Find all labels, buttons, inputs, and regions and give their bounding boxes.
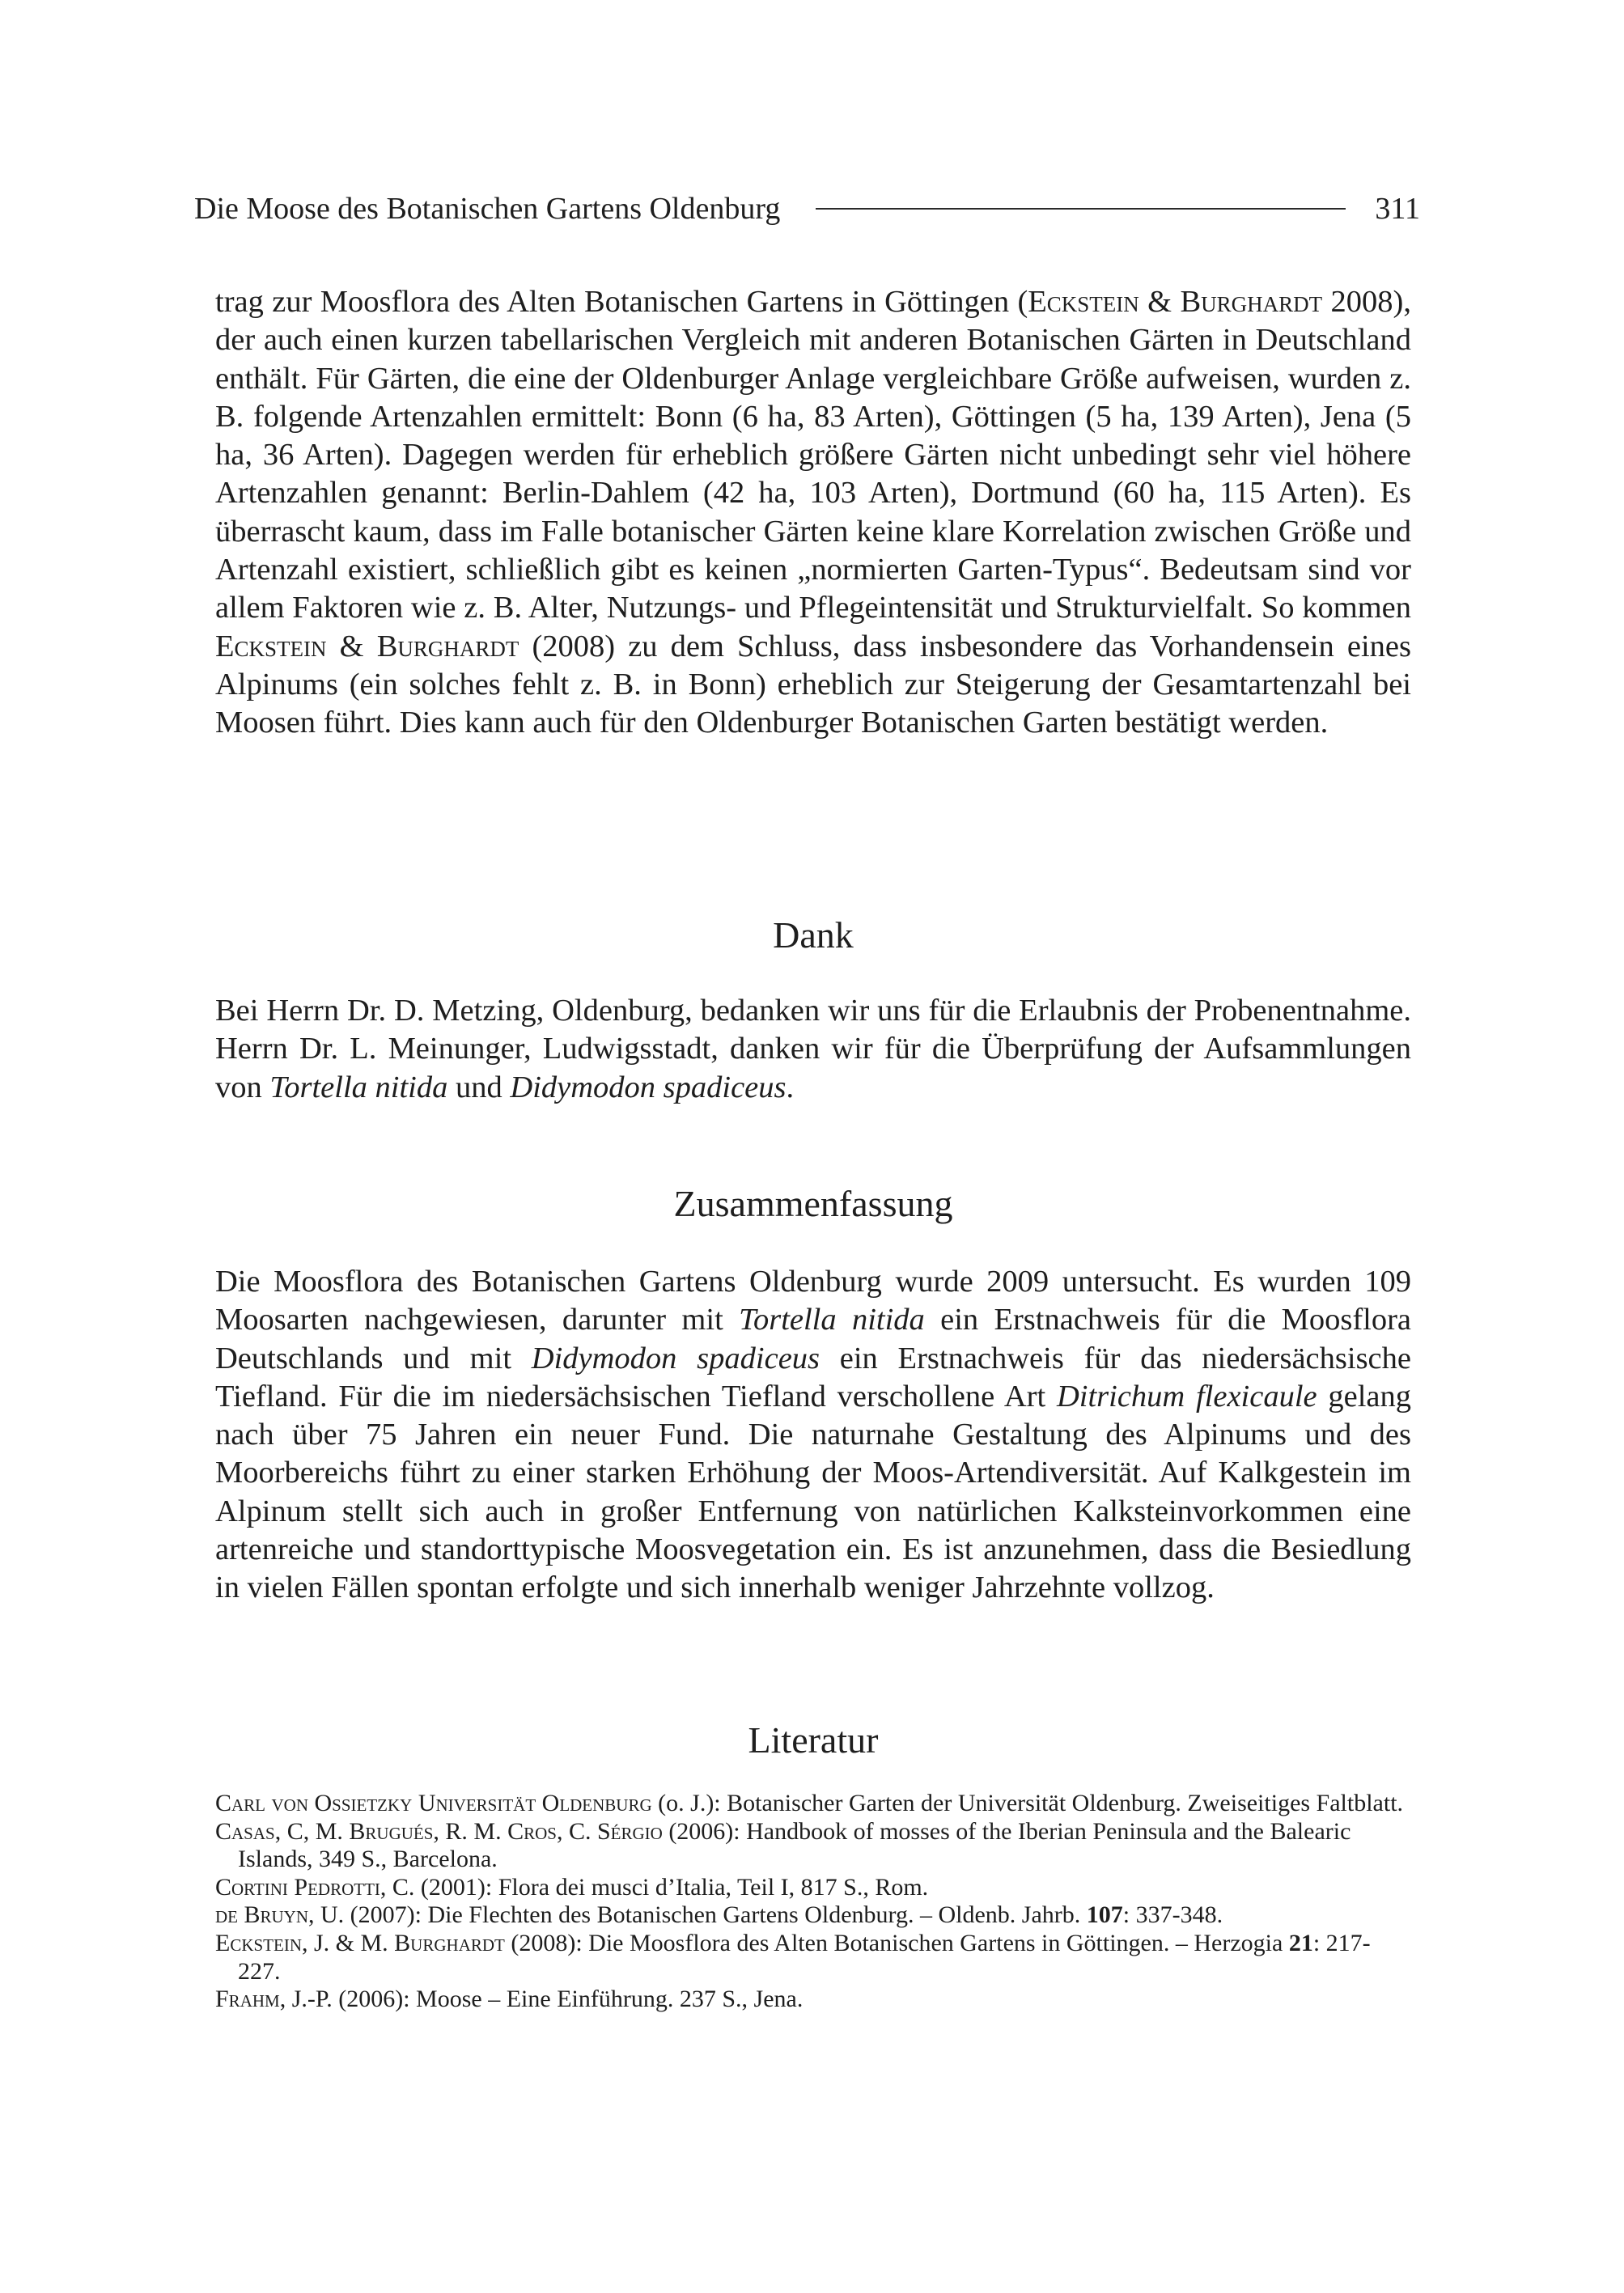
reference-item: Carl von Ossietzky Universität Oldenburg (o. J.): Botanischer Garten der Universität Oldenburg. Zweiseitiges Faltblatt. bbox=[215, 1790, 1404, 1816]
reference-item: Casas, C, M. Brugués, R. M. Cros, C. Sérgio (2006): Handbook of mosses of the Iberian Peninsula and the Balearic Islands, 349 S., Barcelona. bbox=[215, 1817, 1351, 1873]
species-name: Tortella nitida bbox=[269, 1070, 448, 1104]
author-citation: Eckstein bbox=[215, 629, 327, 663]
section-heading-literatur: Literatur bbox=[748, 1719, 879, 1761]
species-name: Didymodon spadiceus bbox=[531, 1341, 820, 1375]
author-citation: Burghardt bbox=[1180, 285, 1323, 319]
header-rule bbox=[816, 208, 1346, 210]
reference-item: Frahm, J.-P. (2006): Moose – Eine Einführung. 237 S., Jena. bbox=[215, 1986, 804, 2013]
dank-paragraph: Bei Herrn Dr. D. Metzing, Oldenburg, bedanken wir uns für die Erlaubnis der Probenentnahme. Herrn Dr. L. Meinunger, Ludwigsstadt, danken wir für die Überprüfung der Aufsammlungen von Tortella nitida und Didymodon spadiceus. bbox=[215, 994, 1411, 1104]
running-header bbox=[194, 184, 1420, 233]
zusammenfassung-paragraph: Die Moosflora des Botanischen Gartens Oldenburg wurde 2009 untersucht. Es wurden 109 Moosarten nachgewiesen, darunter mit Tortella nitida ein Erstnachweis für die Moosflora Deutschlands und mit Didymodon spadiceus ein Erstnachweis für das niedersächsische Tiefland. Für die im niedersächsischen Tiefland verschollene Art Ditrichum flexicaule gelang nach über 75 Jahren ein neuer Fund. Die naturnahe Gestaltung des Alpinums und des Moorbereichs führt zu einer starken Erhöhung der Moos-Artendiversität. Auf Kalkgestein im Alpinum stellt sich auch in großer Entfernung von natürlichen Kalksteinvorkommen eine artenreiche und standorttypische Moosvegetation ein. Es ist anzunehmen, dass die Besiedlung in vielen Fällen spontan erfolgte und sich innerhalb weniger Jahrzehnte vollzog. bbox=[215, 1265, 1412, 1605]
section-heading-zusammenfassung: Zusammenfassung bbox=[673, 1183, 953, 1224]
author-citation: Eckstein bbox=[1028, 285, 1139, 319]
reference-item: Cortini Pedrotti, C. (2001): Flora dei musci d’Italia, Teil I, 817 S., Rom. bbox=[215, 1873, 929, 1901]
intro-paragraph: trag zur Moosflora des Alten Botanischen Gartens in Göttingen (Eckstein & Burghardt 2008), der auch einen kurzen tabellarischen Vergleich mit anderen Botanischen Gärten in Deutschland enthält. Für Gärten, die eine der Oldenburger Anlage vergleichbare Größe aufweisen, wurden z. B. folgende Artenzahlen ermittelt: Bonn (6 ha, 83 Arten), Göttingen (5 ha, 139 Arten), Jena (5 ha, 36 Arten). Dagegen werden für erheblich größere Gärten nicht unbedingt sehr viel höhere Artenzahlen genannt: Berlin-Dahlem (42 ha, 103 Arten), Dortmund (60 ha, 115 Arten). Es überrascht kaum, dass im Falle botanischer Gärten keine klare Korrelation zwischen Größe und Artenzahl existiert, schließlich gibt es keinen „normierten Garten-Typus“. Bedeutsam sind vor allem Faktoren wie z. B. Alter, Nutzungs- und Pflegeintensität und Strukturvielfalt. So kommen Eckstein & Burghardt (2008) zu dem Schluss, dass insbesondere das Vorhandensein eines Alpinums (ein solches fehlt z. B. in Bonn) erheblich zur Steigerung der Gesamtartenzahl bei Moosen führt. Dies kann auch für den Oldenburger Botanischen Garten bestätigt werden. bbox=[215, 285, 1411, 740]
species-name: Tortella nitida bbox=[739, 1303, 925, 1337]
author-citation: Burghardt bbox=[376, 629, 519, 663]
page-number: 311 bbox=[1375, 192, 1420, 226]
reference-list bbox=[215, 1790, 1411, 2014]
running-header-title: Die Moose des Botanischen Gartens Oldenburg bbox=[194, 192, 781, 226]
reference-item: de Bruyn, U. (2007): Die Flechten des Botanischen Gartens Oldenburg. – Oldenb. Jahrb. 107: 337-348. bbox=[215, 1901, 1223, 1929]
section-heading-dank: Dank bbox=[773, 914, 854, 956]
species-name: Ditrichum flexicaule bbox=[1056, 1379, 1317, 1414]
species-name: Didymodon spadiceus bbox=[510, 1070, 787, 1104]
reference-item: Eckstein, J. & M. Burghardt (2008): Die Moosflora des Alten Botanischen Gartens in Göttingen. – Herzogia 21: 217-227. bbox=[215, 1929, 1371, 1985]
